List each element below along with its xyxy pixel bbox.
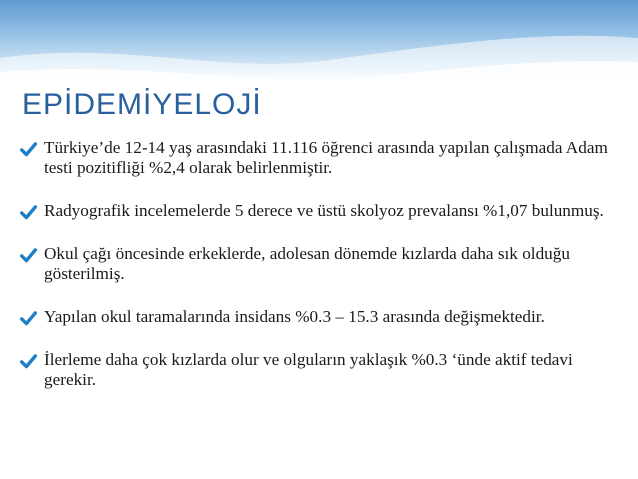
- bullet-item: [20, 350, 610, 390]
- header-wave-decoration: [0, 0, 638, 100]
- checkmark-icon: [20, 353, 37, 370]
- bullet-text: İlerleme daha çok kızlarda olur ve olguların yaklaşık %0.3 ‘ünde aktif tedavi gerekir.: [44, 350, 573, 389]
- bullet-text: Radyografik incelemelerde 5 derece ve üstü skolyoz prevalansı %1,07 bulunmuş.: [44, 201, 604, 220]
- bullet-list: [20, 138, 610, 390]
- checkmark-icon: [20, 310, 37, 327]
- bullet-text: Yapılan okul taramalarında insidans %0.3 – 15.3 arasında değişmektedir.: [44, 307, 545, 326]
- checkmark-icon: [20, 204, 37, 221]
- bullet-item: [20, 201, 610, 221]
- bullet-item: [20, 244, 610, 284]
- bullet-text: Okul çağı öncesinde erkeklerde, adolesan dönemde kızlarda daha sık olduğu gösterilmiş.: [44, 244, 570, 283]
- bullet-text: Türkiye’de 12-14 yaş arasındaki 11.116 öğrenci arasında yapılan çalışmada Adam testi pozitifliği %2,4 olarak belirlenmiştir.: [44, 138, 608, 177]
- bullet-item: [20, 307, 610, 327]
- bullet-item: [20, 138, 610, 178]
- slide-title: EPİDEMİYELOJİ: [22, 88, 262, 121]
- checkmark-icon: [20, 247, 37, 264]
- checkmark-icon: [20, 141, 37, 158]
